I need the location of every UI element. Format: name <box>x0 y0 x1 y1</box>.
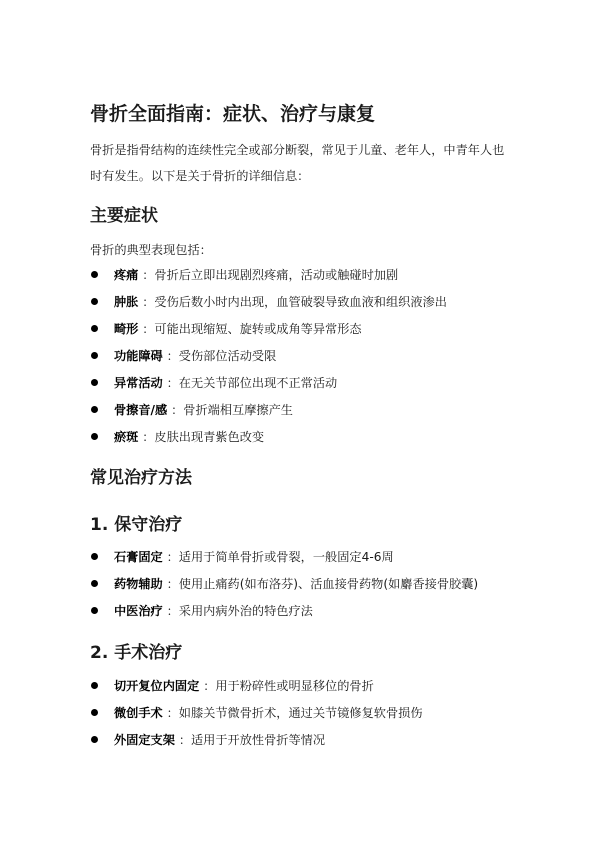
bullet-icon <box>91 352 98 359</box>
treatment-item-cast <box>90 548 520 575</box>
symptom-item-pain <box>90 266 520 293</box>
symptom-item-deformity <box>90 320 520 347</box>
intro-paragraph: 骨折是指骨结构的连续性完全或部分断裂，常见于儿童、老年人，中青年人也时有发生。以下是关于骨折的详细信息： <box>90 143 505 183</box>
symptoms-lead: 骨折的典型表现包括： <box>90 243 212 257</box>
treatment-term: 切开复位内固定 <box>114 679 200 693</box>
treatment-item-tcm <box>90 602 520 629</box>
symptom-item-dysfunction <box>90 347 520 374</box>
bullet-icon <box>91 736 98 743</box>
symptom-description: ：受伤部位活动受限 <box>166 349 277 363</box>
treatment-term: 中医治疗 <box>114 604 163 618</box>
treatment-term: 药物辅助 <box>114 577 163 591</box>
symptom-term: 功能障碍 <box>114 349 163 363</box>
symptom-term: 疼痛 <box>114 268 139 282</box>
symptoms-heading: 主要症状 <box>90 206 158 226</box>
document-title: 骨折全面指南：症状、治疗与康复 <box>90 103 376 125</box>
conservative-treatment-heading: 1. 保守治疗 <box>90 515 183 535</box>
treatment-description: ：适用于简单骨折或骨裂，一般固定4-6周 <box>166 550 394 564</box>
bullet-icon <box>91 682 98 689</box>
symptoms-list <box>90 266 520 455</box>
bullet-icon <box>91 709 98 716</box>
bullet-icon <box>91 580 98 587</box>
treatment-heading: 常见治疗方法 <box>90 468 192 488</box>
symptom-description: ：骨折端相互摩擦产生 <box>171 403 293 417</box>
symptom-term: 异常活动 <box>114 376 163 390</box>
treatment-description: ：适用于开放性骨折等情况 <box>178 733 326 747</box>
bullet-icon <box>91 298 98 305</box>
symptom-term: 瘀斑 <box>114 430 139 444</box>
symptom-term: 骨擦音/感 <box>114 403 168 417</box>
treatment-term: 外固定支架 <box>114 733 175 747</box>
conservative-treatment-list <box>90 548 520 629</box>
symptom-item-ecchymosis <box>90 428 520 455</box>
symptom-description: ：皮肤出现青紫色改变 <box>142 430 265 444</box>
treatment-item-external-fixator <box>90 731 520 758</box>
surgical-treatment-heading: 2. 手术治疗 <box>90 643 183 663</box>
symptom-item-swelling <box>90 293 520 320</box>
symptom-description: ：在无关节部位出现不正常活动 <box>166 376 338 390</box>
symptom-item-crepitus <box>90 401 520 428</box>
treatment-description: ：如膝关节微骨折术，通过关节镜修复软骨损伤 <box>166 706 423 720</box>
treatment-term: 微创手术 <box>114 706 163 720</box>
symptom-term: 肿胀 <box>114 295 139 309</box>
bullet-icon <box>91 433 98 440</box>
treatment-description: ：使用止痛药(如布洛芬)、活血接骨药物(如麝香接骨胶囊) <box>166 577 479 591</box>
symptom-description: ：受伤后数小时内出现，血管破裂导致血液和组织液渗出 <box>142 295 447 309</box>
bullet-icon <box>91 271 98 278</box>
treatment-item-minimally-invasive <box>90 704 520 731</box>
bullet-icon <box>91 607 98 614</box>
bullet-icon <box>91 379 98 386</box>
symptom-description: ：骨折后立即出现剧烈疼痛，活动或触碰时加剧 <box>142 268 399 282</box>
symptom-term: 畸形 <box>114 322 139 336</box>
treatment-term: 石膏固定 <box>114 550 163 564</box>
surgical-treatment-list <box>90 677 520 758</box>
treatment-item-medication <box>90 575 520 602</box>
treatment-description: ：用于粉碎性或明显移位的骨折 <box>203 679 374 693</box>
treatment-item-orif <box>90 677 520 704</box>
bullet-icon <box>91 325 98 332</box>
symptom-item-abnormal-movement <box>90 374 520 401</box>
symptom-description: ：可能出现缩短、旋转或成角等异常形态 <box>142 322 362 336</box>
bullet-icon <box>91 406 98 413</box>
treatment-description: ：采用内病外治的特色疗法 <box>166 604 313 618</box>
bullet-icon <box>91 553 98 560</box>
